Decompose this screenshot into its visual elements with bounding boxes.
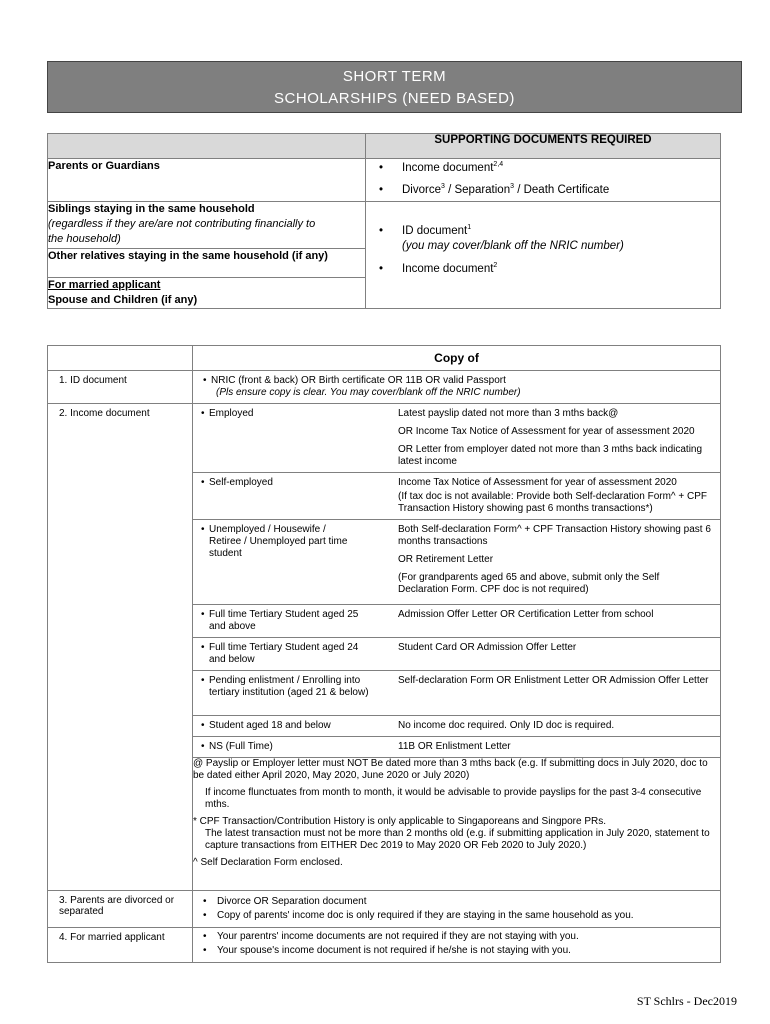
copy-header-blank (48, 346, 193, 371)
siblings-label: Siblings staying in the same household (regardless if they are/are not contributing financially to the household) (48, 202, 366, 249)
income-row-tertiary-24: • Full time Tertiary Student aged 24 and below Student Card OR Admission Offer Letter (193, 638, 720, 671)
note-fluctuates: If income flunctuates from month to month, it would be advisable to provide payslips for the past 3-4 consecutive mths. (205, 787, 702, 810)
married-applicant-label: For married applicant Spouse and Children (if any) (48, 278, 366, 309)
parents-divorce-doc: • Divorce$^3$ / Separation$^3$ / Death Certificate (366, 183, 720, 198)
married-item: • Your parentrs' income documents are not required if they are not staying with you. (193, 930, 714, 944)
household-id-note: (you may cover/blank off the NRIC number) (402, 240, 624, 252)
header-blank-cell (48, 134, 366, 159)
copy-of-table (47, 345, 721, 963)
income-row-unemployed: • Unemployed / Housewife / Retiree / Unemployed part time student Both Self-declaration Form^ + CPF Transaction History showing past 6 months transactions OR Retirement Letter (For grandparents aged 65 and above, submit only the Self Declaration Form. CPF doc is not required) (193, 520, 720, 605)
household-docs (366, 202, 721, 309)
divorced-label: 3. Parents are divorced or separated (48, 891, 193, 928)
household-id-doc: • ID document$^1$ (366, 224, 720, 239)
income-document-label: 2. Income document (48, 404, 193, 891)
note-cpf: * CPF Transaction/Contribution History is only applicable to Singaporeans and Singpore PRs. (193, 816, 606, 827)
income-notes-row (193, 758, 720, 891)
page-footer: ST Schlrs - Dec2019 (636, 994, 737, 1008)
income-row-employed: • Employed Latest payslip dated not more than 3 mths back@ OR Income Tax Notice of Assessment for year of assessment 2020 OR Letter from employer dated not more than 3 mths back indicating latest income (193, 404, 720, 473)
married-docs (193, 928, 721, 963)
married-item: • Your spouse's income document is not required if he/she is not staying with you. (193, 944, 714, 958)
relatives-label: Other relatives staying in the same household (if any) (48, 249, 366, 278)
note-cpf-latest: The latest transaction must not be more than 2 months old (e.g. if submitting application in July 2020, statement to capture transactions from EITHER Dec 2019 to May 2020 OR Feb 2020 to July 2020.) (205, 828, 710, 851)
page-title-banner (47, 61, 742, 113)
income-row-tertiary-25: • Full time Tertiary Student aged 25 and above Admission Offer Letter OR Certification Letter from school (193, 605, 720, 638)
divorced-docs (193, 891, 721, 928)
parents-income-doc: • Income document$^{2,4}$ (366, 161, 720, 176)
divorced-item: • Copy of parents' income doc is only required if they are staying in the same household as you. (193, 909, 714, 923)
supporting-documents-table (47, 133, 721, 309)
income-document-details (193, 404, 721, 891)
parents-docs (366, 159, 721, 202)
title-line-2: SCHOLARSHIPS (NEED BASED) (274, 90, 515, 107)
id-document-label: 1. ID document (48, 371, 193, 404)
married-label: 4. For married applicant (48, 928, 193, 963)
id-document-desc: • NRIC (front & back) OR Birth certificate OR 11B OR valid Passport (Pls ensure copy is clear. You may cover/blank off the NRIC number) (193, 371, 721, 404)
household-income-doc: • Income document$^2$ (366, 262, 720, 277)
note-payslip: @ Payslip or Employer letter must NOT Be dated more than 3 mths back (e.g. If submitting docs in July 2020, doc to be dated either April 2020, May 2020, June 2020 or July 2020) (193, 758, 708, 781)
divorced-item: • Divorce OR Separation document (193, 895, 714, 909)
title-line-1: SHORT TERM (342, 68, 447, 85)
income-row-ns: • NS (Full Time) 11B OR Enlistment Letter (193, 737, 720, 758)
supporting-header: SUPPORTING DOCUMENTS REQUIRED (366, 134, 721, 159)
income-row-pending-enlistment: • Pending enlistment / Enrolling into tertiary institution (aged 21 & below) Self-declaration Form OR Enlistment Letter OR Admission Offer Letter (193, 671, 720, 716)
income-row-student-18: • Student aged 18 and below No income doc required. Only ID doc is required. (193, 716, 720, 737)
parents-label: Parents or Guardians (48, 159, 366, 202)
income-row-self-employed: • Self-employed Income Tax Notice of Assessment for year of assessment 2020 (If tax doc is not available: Provide both Self-declaration Form^ + CPF Transaction History showing past 6 months transactions*) (193, 473, 720, 520)
copy-of-header: Copy of (193, 346, 721, 371)
note-self-declaration: ^ Self Declaration Form enclosed. (193, 857, 343, 868)
